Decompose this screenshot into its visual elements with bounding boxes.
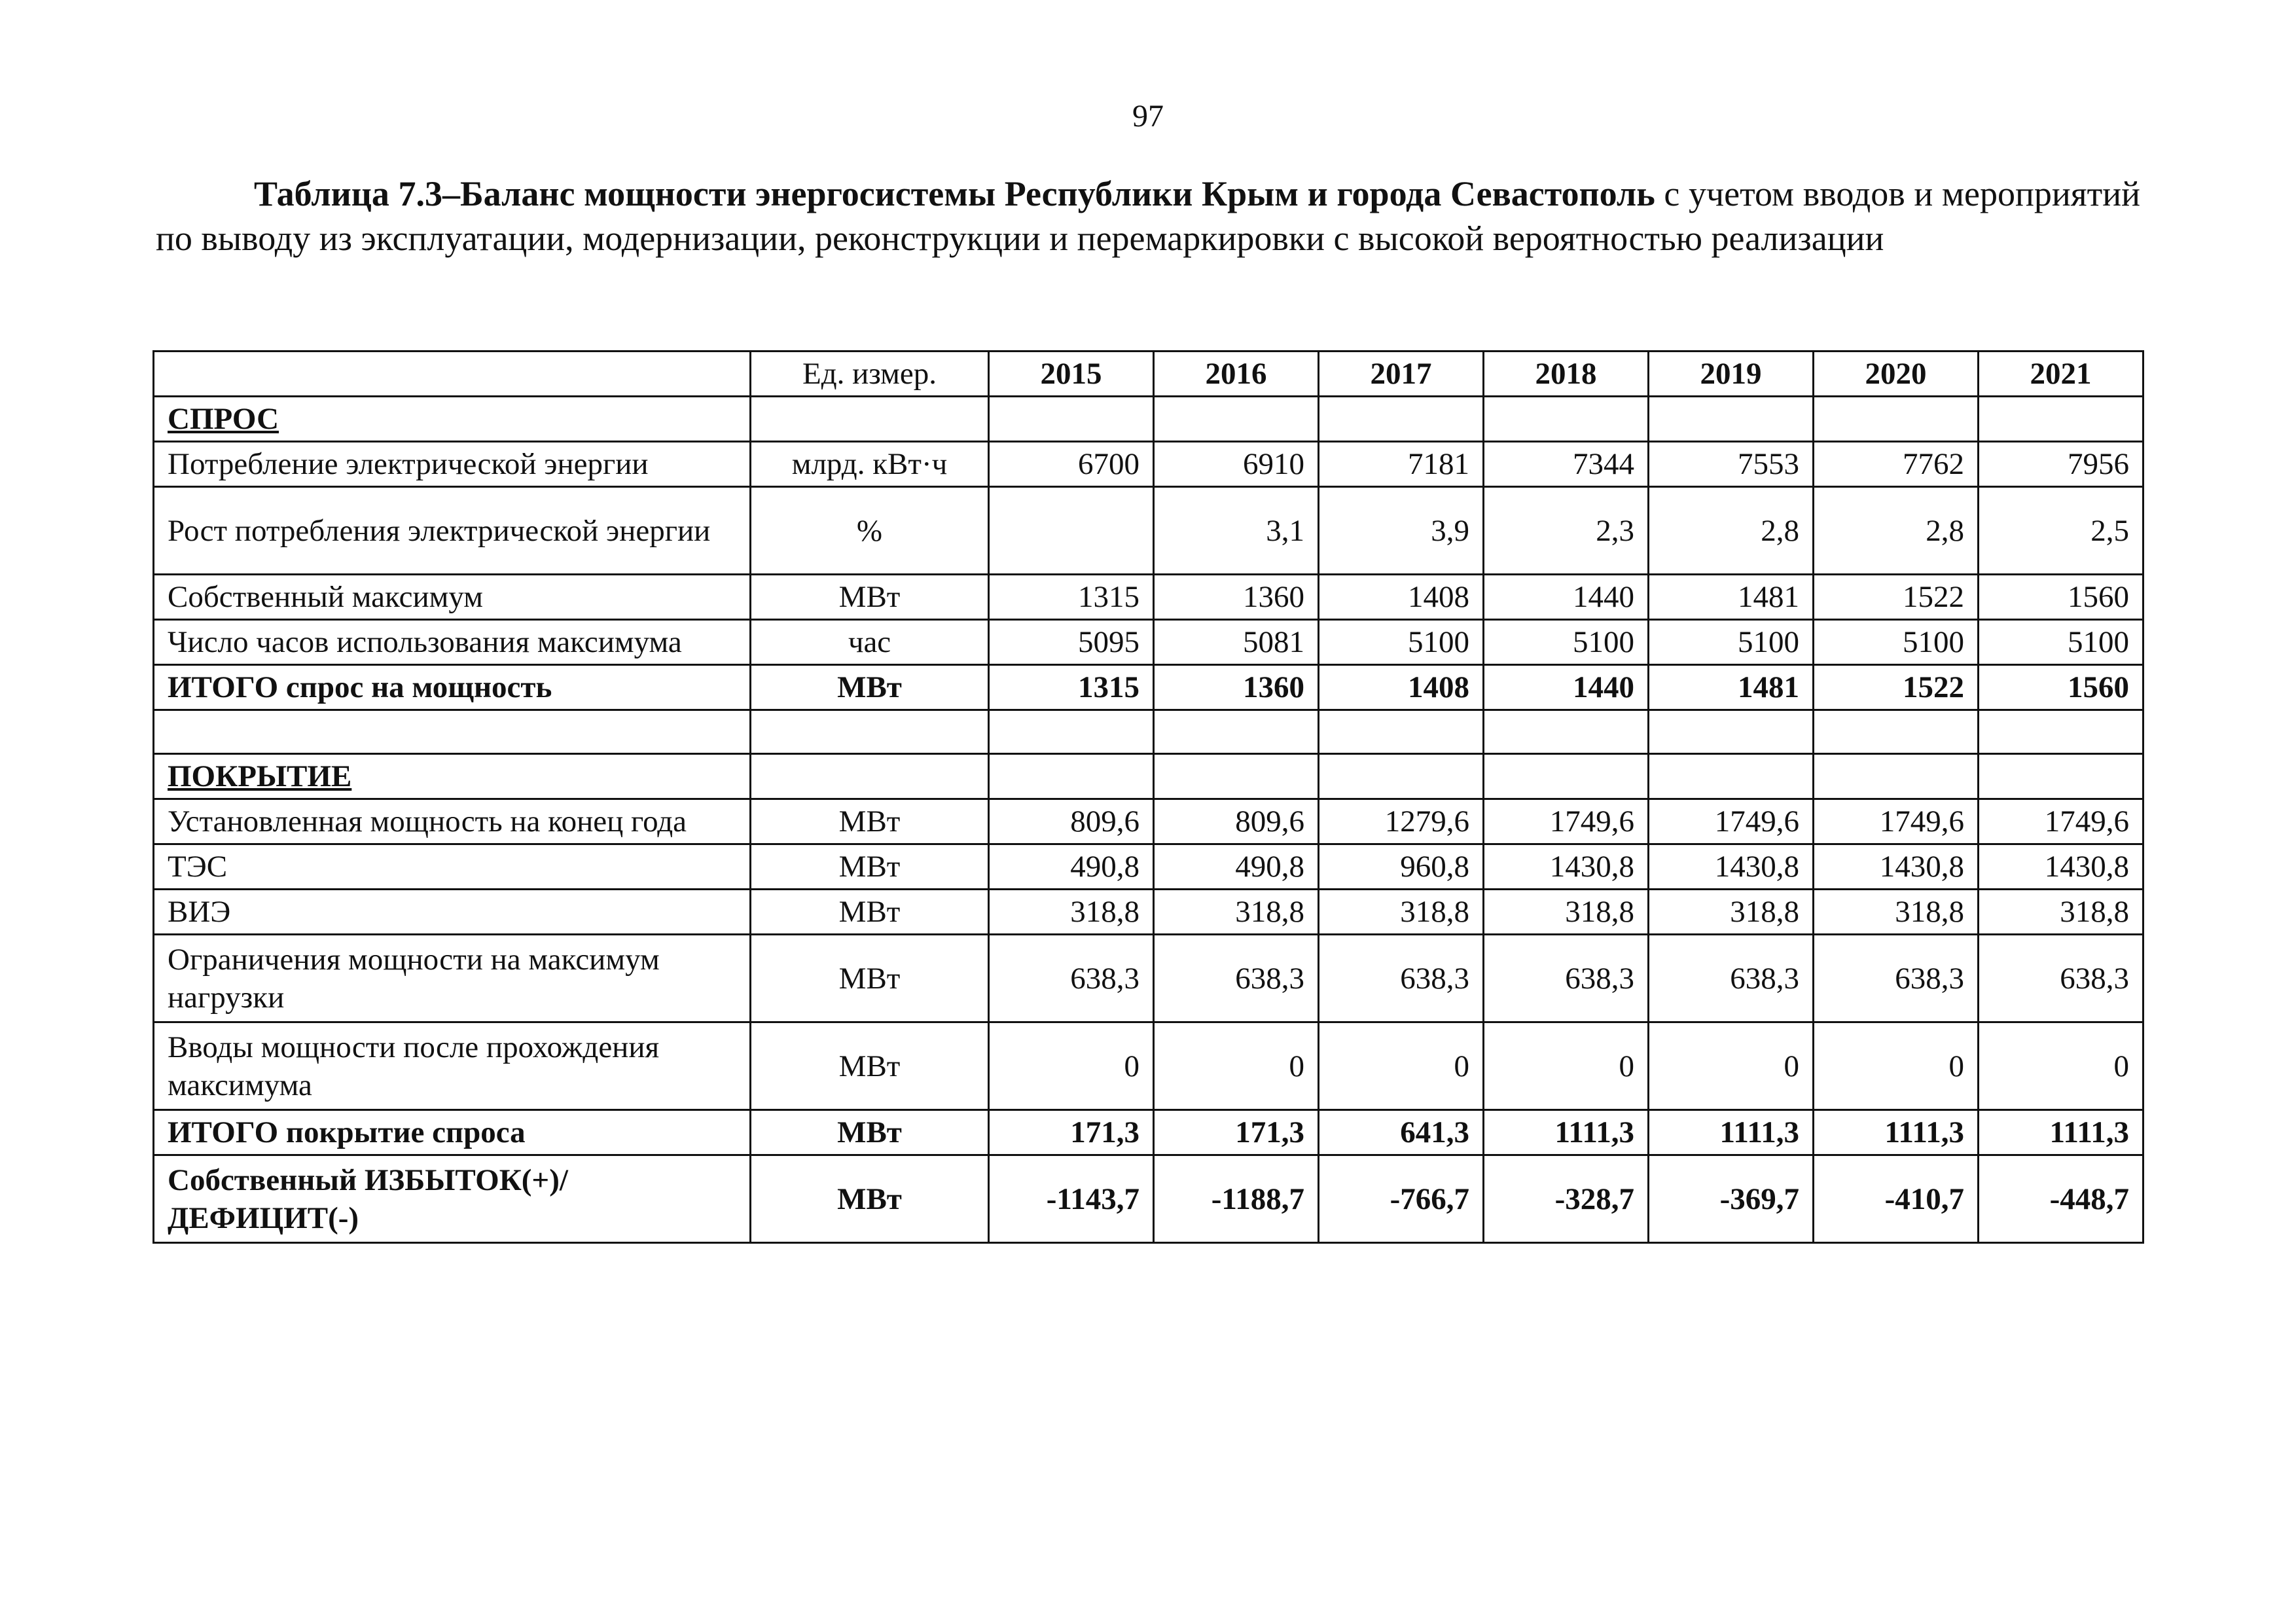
cell-value: -1143,7 (989, 1155, 1154, 1243)
cell-value: 0 (1649, 1022, 1814, 1110)
cell-value: 1111,3 (1979, 1110, 2144, 1155)
row-name: ТЭС (154, 844, 751, 890)
cell-value: 7344 (1484, 442, 1649, 487)
cell-value: -369,7 (1649, 1155, 1814, 1243)
cell-value: 1279,6 (1319, 799, 1484, 844)
row-unit: млрд. кВт·ч (751, 442, 989, 487)
cell-value: 5100 (1979, 620, 2144, 665)
cell-value: 490,8 (1154, 844, 1319, 890)
cell-value: 1111,3 (1649, 1110, 1814, 1155)
empty-row (154, 710, 2144, 754)
cell-value (989, 487, 1154, 575)
row-unit: МВт (751, 1022, 989, 1110)
cell-value: 7762 (1814, 442, 1979, 487)
row-name: Собственный ИЗБЫТОК(+)/ДЕФИЦИТ(-) (154, 1155, 751, 1243)
cell-value: 0 (1979, 1022, 2144, 1110)
cell-value: 1440 (1484, 575, 1649, 620)
cell-value: 318,8 (989, 890, 1154, 935)
cell-value: 318,8 (1979, 890, 2144, 935)
row-name: Вводы мощности после прохождения максимума (154, 1022, 751, 1110)
row-unit: МВт (751, 844, 989, 890)
cell-value: 0 (1814, 1022, 1979, 1110)
cell-value: 2,8 (1814, 487, 1979, 575)
row-unit: час (751, 620, 989, 665)
cell-value: 171,3 (989, 1110, 1154, 1155)
cell-value: 5095 (989, 620, 1154, 665)
cell-value: 490,8 (989, 844, 1154, 890)
row-name: ВИЭ (154, 890, 751, 935)
cell-value: 1749,6 (1814, 799, 1979, 844)
caption-title: Таблица 7.3–Баланс мощности энергосистемы Республики Крым и города Севастополь (254, 174, 1655, 213)
header-unit: Ед. измер. (751, 352, 989, 397)
cell-value: 0 (1319, 1022, 1484, 1110)
cell-value: 3,9 (1319, 487, 1484, 575)
cell-value: 7181 (1319, 442, 1484, 487)
cell-value: 5100 (1484, 620, 1649, 665)
cell-value: 1749,6 (1649, 799, 1814, 844)
cell-value: 3,1 (1154, 487, 1319, 575)
cell-value: 1481 (1649, 575, 1814, 620)
cell-value: 5100 (1649, 620, 1814, 665)
header-year: 2017 (1319, 352, 1484, 397)
header-empty-cell (154, 352, 751, 397)
cell-value: 1430,8 (1814, 844, 1979, 890)
cell-value: 1111,3 (1814, 1110, 1979, 1155)
row-name: Установленная мощность на конец года (154, 799, 751, 844)
cell-value: 638,3 (1484, 935, 1649, 1022)
header-year: 2015 (989, 352, 1154, 397)
cell-value: 318,8 (1484, 890, 1649, 935)
header-year: 2021 (1979, 352, 2144, 397)
cell-value: 2,8 (1649, 487, 1814, 575)
cell-value: 1430,8 (1979, 844, 2144, 890)
cell-value: 0 (989, 1022, 1154, 1110)
cell-value: 2,3 (1484, 487, 1649, 575)
cell-value: 1315 (989, 575, 1154, 620)
cell-value: 1749,6 (1979, 799, 2144, 844)
table-row (154, 442, 2144, 487)
cell-value: 1522 (1814, 665, 1979, 710)
cell-value: 638,3 (1154, 935, 1319, 1022)
cell-value: -766,7 (1319, 1155, 1484, 1243)
cell-value: -410,7 (1814, 1155, 1979, 1243)
header-year: 2016 (1154, 352, 1319, 397)
cell-value: 0 (1484, 1022, 1649, 1110)
table-row (154, 487, 2144, 575)
cell-value: 5081 (1154, 620, 1319, 665)
cell-value: 641,3 (1319, 1110, 1484, 1155)
table-header-row (154, 352, 2144, 397)
section-row-coverage (154, 754, 2144, 799)
cell-value: -328,7 (1484, 1155, 1649, 1243)
balance-row (154, 1155, 2144, 1243)
row-name: ИТОГО спрос на мощность (154, 665, 751, 710)
cell-value: 638,3 (1814, 935, 1979, 1022)
cell-value: 318,8 (1319, 890, 1484, 935)
table-row (154, 890, 2144, 935)
cell-value: 6700 (989, 442, 1154, 487)
total-row-coverage (154, 1110, 2144, 1155)
cell-value: 171,3 (1154, 1110, 1319, 1155)
total-row-demand (154, 665, 2144, 710)
row-unit: МВт (751, 890, 989, 935)
cell-value: 1430,8 (1649, 844, 1814, 890)
header-year: 2019 (1649, 352, 1814, 397)
cell-value: 1360 (1154, 665, 1319, 710)
cell-value: 1560 (1979, 575, 2144, 620)
cell-value: 1440 (1484, 665, 1649, 710)
cell-value: 638,3 (1319, 935, 1484, 1022)
row-unit: МВт (751, 799, 989, 844)
table-row (154, 799, 2144, 844)
cell-value: 638,3 (989, 935, 1154, 1022)
table-row (154, 620, 2144, 665)
cell-value: 960,8 (1319, 844, 1484, 890)
cell-value: 318,8 (1814, 890, 1979, 935)
cell-value: 1408 (1319, 575, 1484, 620)
cell-value: 318,8 (1154, 890, 1319, 935)
table-row (154, 844, 2144, 890)
cell-value: 1749,6 (1484, 799, 1649, 844)
cell-value: 6910 (1154, 442, 1319, 487)
cell-value: 1408 (1319, 665, 1484, 710)
row-name: Ограничения мощности на максимум нагрузки (154, 935, 751, 1022)
cell-value: 7956 (1979, 442, 2144, 487)
row-name: Потребление электрической энергии (154, 442, 751, 487)
header-year: 2020 (1814, 352, 1979, 397)
row-name: ИТОГО покрытие спроса (154, 1110, 751, 1155)
row-name: Собственный максимум (154, 575, 751, 620)
cell-value: 5100 (1814, 620, 1979, 665)
cell-value: 318,8 (1649, 890, 1814, 935)
cell-value: 0 (1154, 1022, 1319, 1110)
cell-value: 1111,3 (1484, 1110, 1649, 1155)
page-number: 97 (1132, 99, 1164, 134)
row-unit: % (751, 487, 989, 575)
cell-value: 1560 (1979, 665, 2144, 710)
row-unit: МВт (751, 935, 989, 1022)
caption-description: с учетом вводов и мероприятий по выводу из эксплуатации, модернизации, реконструкции и перемаркировки с высокой вероятностью реализации (156, 174, 2141, 258)
section-title-demand: СПРОС (154, 397, 751, 442)
header-year: 2018 (1484, 352, 1649, 397)
section-title-coverage: ПОКРЫТИЕ (154, 754, 751, 799)
cell-value: 809,6 (989, 799, 1154, 844)
cell-value: 1360 (1154, 575, 1319, 620)
cell-value: 1522 (1814, 575, 1979, 620)
row-unit: МВт (751, 665, 989, 710)
cell-value: 5100 (1319, 620, 1484, 665)
cell-value: 1315 (989, 665, 1154, 710)
table-row (154, 935, 2144, 1022)
row-unit: МВт (751, 1110, 989, 1155)
cell-value: 809,6 (1154, 799, 1319, 844)
table-row (154, 575, 2144, 620)
cell-value: 7553 (1649, 442, 1814, 487)
section-row-demand (154, 397, 2144, 442)
table-caption (156, 171, 2140, 261)
row-unit: МВт (751, 1155, 989, 1243)
row-name: Число часов использования максимума (154, 620, 751, 665)
cell-value: 638,3 (1649, 935, 1814, 1022)
cell-value: 1430,8 (1484, 844, 1649, 890)
cell-value: -448,7 (1979, 1155, 2144, 1243)
cell-value: 1481 (1649, 665, 1814, 710)
row-name: Рост потребления электрической энергии (154, 487, 751, 575)
cell-value: 638,3 (1979, 935, 2144, 1022)
cell-value: -1188,7 (1154, 1155, 1319, 1243)
row-unit: МВт (751, 575, 989, 620)
table-row (154, 1022, 2144, 1110)
cell-value: 2,5 (1979, 487, 2144, 575)
power-balance-table (152, 350, 2144, 1244)
